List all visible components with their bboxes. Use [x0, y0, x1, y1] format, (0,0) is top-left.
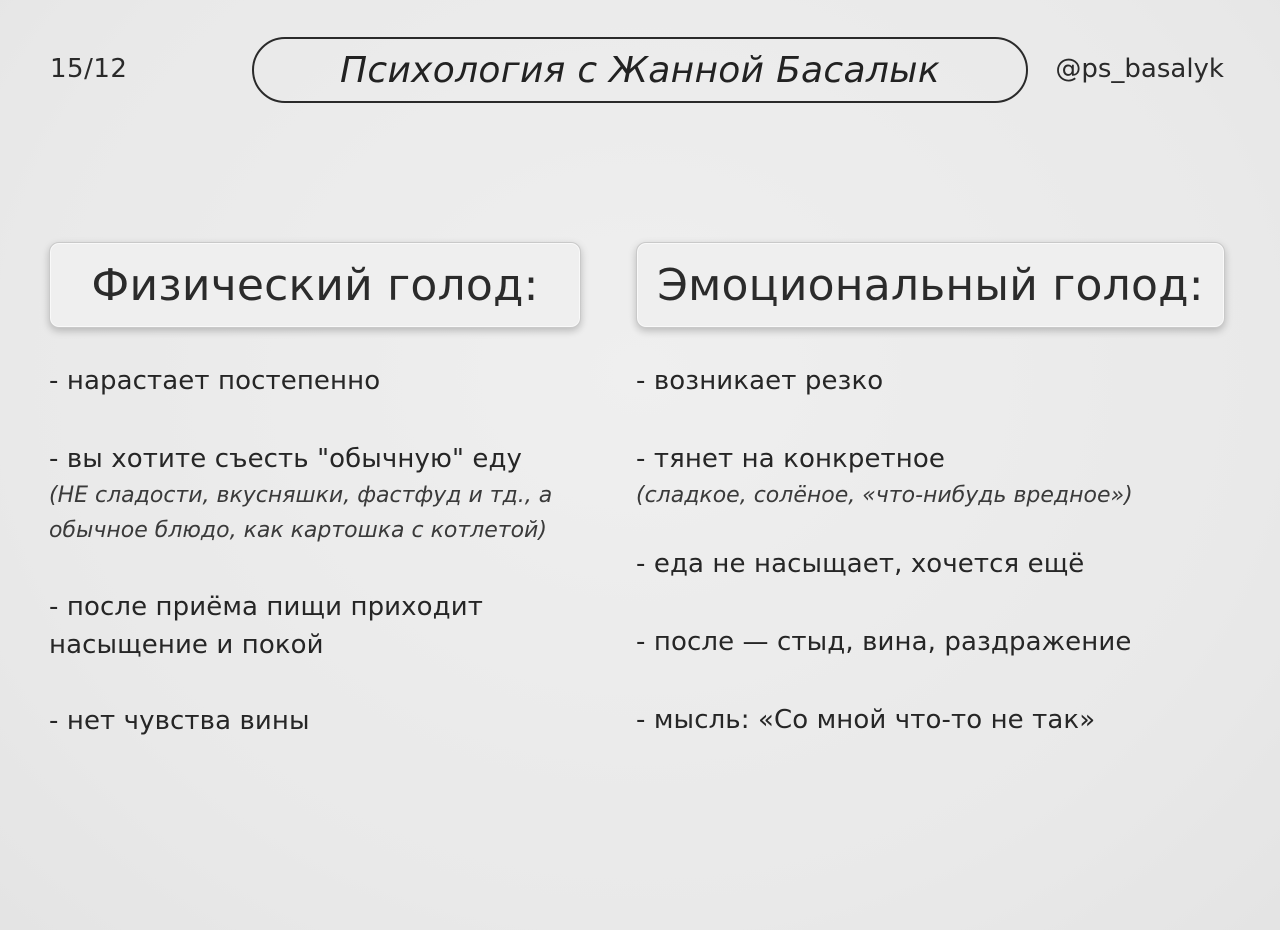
list-item: [636, 362, 1236, 400]
list-item: [636, 623, 1236, 661]
list-item: [49, 588, 589, 664]
list-item-note: (сладкое, солёное, «что-нибудь вредное»): [636, 483, 1133, 508]
list-item-text: - нарастает постепенно: [49, 366, 381, 396]
list-item-text: - нет чувства вины: [49, 706, 310, 736]
title-pill: [252, 37, 1028, 103]
physical-hunger-heading-box: [49, 242, 581, 328]
list-item: [636, 440, 1236, 513]
list-item-text: - еда не насыщает, хочется ещё: [636, 549, 1085, 579]
emotional-hunger-list: [636, 362, 1236, 739]
list-item-text: - тянет на конкретное: [636, 444, 945, 474]
page-title: Психология с Жанной Басалык: [340, 49, 940, 91]
list-item: [49, 440, 589, 548]
emotional-hunger-column: [636, 242, 1236, 773]
list-item-text: - возникает резко: [636, 366, 884, 396]
physical-hunger-list: [49, 362, 589, 740]
list-item: [49, 362, 589, 400]
list-item-text: - после приёма пищи приходит насыщение и покой: [49, 592, 483, 660]
list-item-note: (НЕ сладости, вкусняшки, фастфуд и тд., а обычное блюдо, как картошка с котлетой): [49, 483, 553, 543]
physical-hunger-column: [49, 242, 589, 774]
list-item: [636, 701, 1236, 739]
author-handle: @ps_basalyk: [1055, 54, 1224, 84]
list-item: [49, 702, 589, 740]
emotional-hunger-heading-box: [636, 242, 1225, 328]
list-item: [636, 545, 1236, 583]
list-item-text: - вы хотите съесть "обычную" еду: [49, 444, 523, 474]
physical-hunger-heading: Физический голод:: [91, 259, 539, 311]
emotional-hunger-heading: Эмоциональный голод:: [657, 259, 1204, 311]
page-number: 15/12: [50, 54, 128, 84]
list-item-text: - мысль: «Со мной что-то не так»: [636, 705, 1096, 735]
list-item-text: - после — стыд, вина, раздражение: [636, 627, 1132, 657]
